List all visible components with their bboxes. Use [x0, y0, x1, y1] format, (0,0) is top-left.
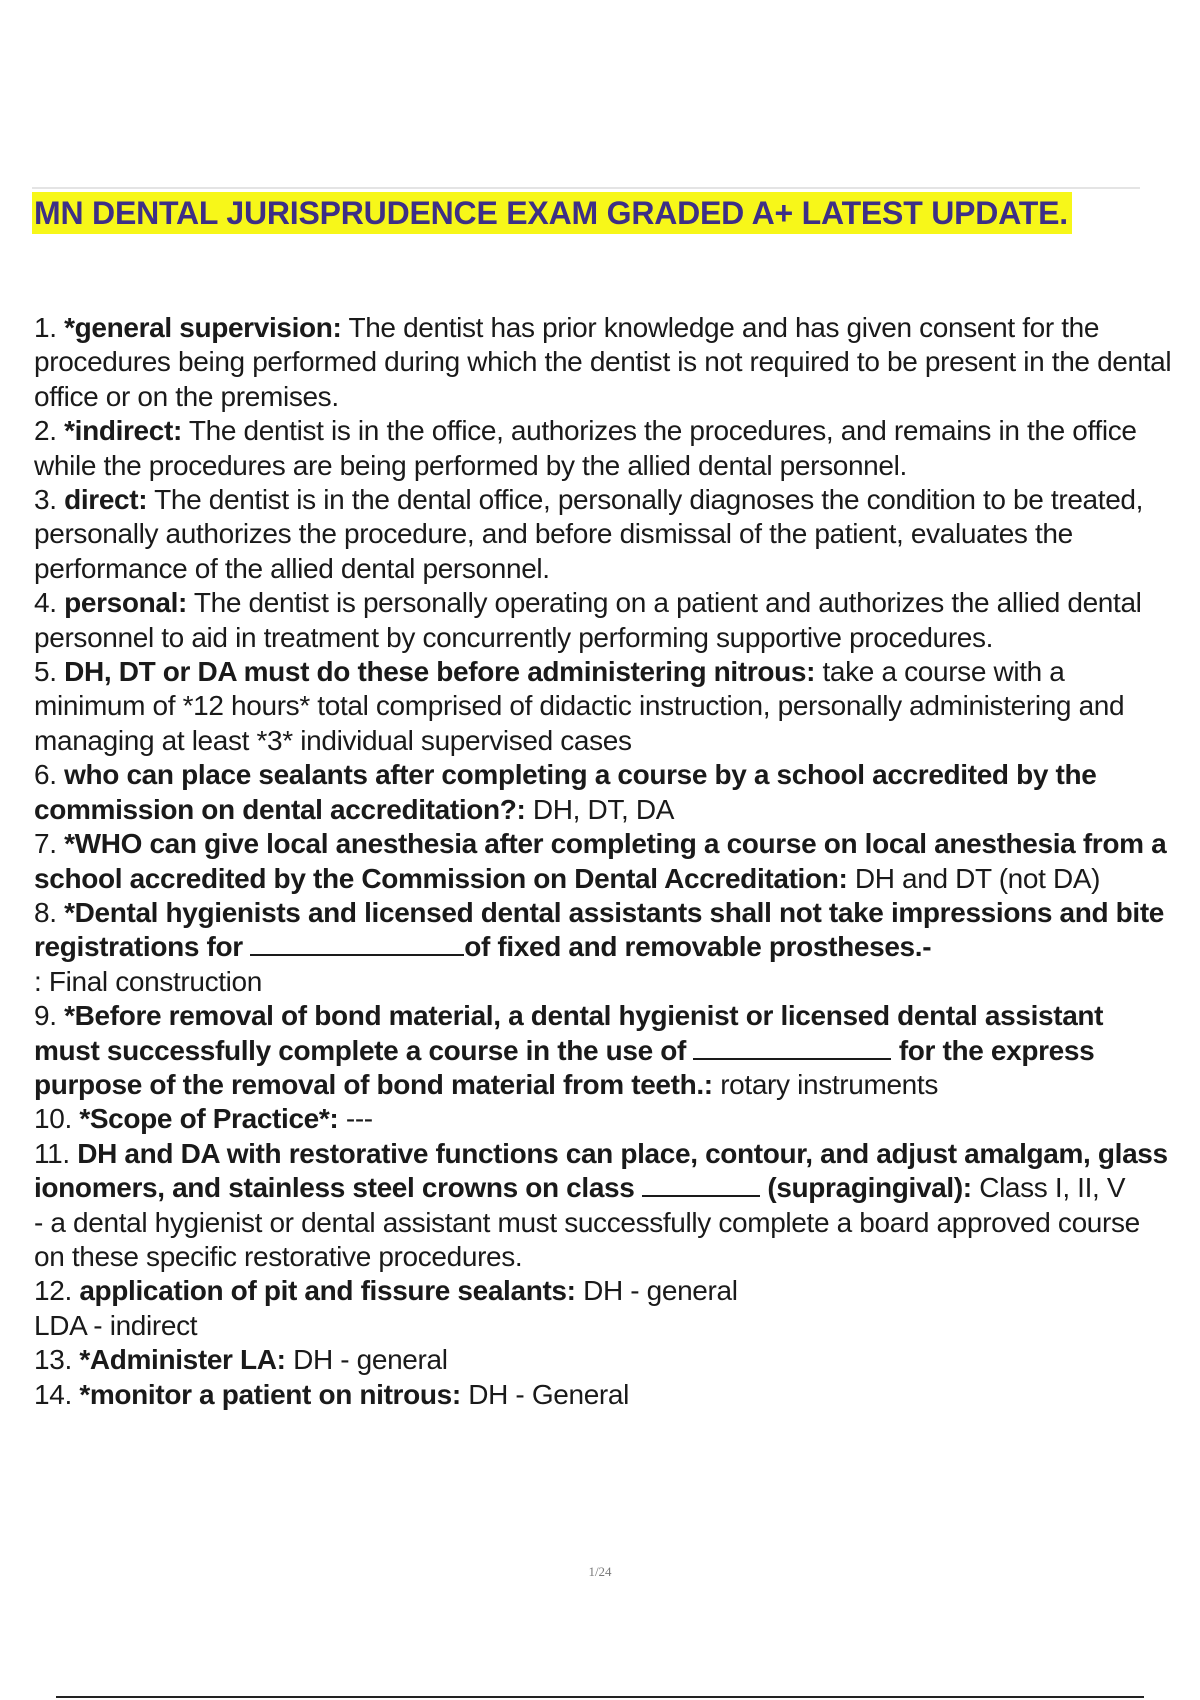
item-answer: DH - General: [460, 1378, 629, 1410]
item-term: DH, DT or DA must do these before administering nitrous:: [64, 656, 816, 688]
item-answer: : Final construction: [34, 965, 262, 997]
item-term-before: *Before removal of bond material, a dental hygienist or licensed dental assistant must successfully complete a course in the use of: [34, 1000, 1104, 1066]
item-term-before: *Dental hygienists and licensed dental assistants shall not take impressions and bite registrations for: [34, 896, 1165, 963]
item-answer: ---: [338, 1103, 373, 1135]
list-item: [34, 655, 1174, 758]
item-term-after: for the express purpose of the removal of bond material from teeth.:: [34, 1034, 1095, 1100]
list-item: [34, 586, 1174, 655]
list-item: [34, 827, 1174, 896]
list-item: [34, 414, 1174, 483]
item-number: 10.: [34, 1103, 72, 1135]
item-number: 7.: [34, 828, 57, 860]
title-block: [32, 192, 1072, 234]
list-item: [34, 1274, 1174, 1343]
item-term: *Administer LA:: [79, 1344, 286, 1376]
list-item: [34, 1378, 1174, 1412]
fill-in-blank: [642, 1171, 760, 1197]
item-number: 3.: [34, 484, 57, 516]
flashcard-list: [34, 311, 1174, 1412]
item-term: [34, 897, 1164, 962]
item-number: 8.: [34, 896, 57, 928]
item-term-after: of fixed and removable prostheses.-: [464, 931, 932, 963]
item-number: 11.: [34, 1137, 70, 1169]
item-term: personal:: [64, 587, 187, 619]
item-answer: take a course with a minimum of *12 hours* total comprised of didactic instruction, personally administering and managing at least *3* individual supervised cases: [34, 656, 1125, 756]
list-item: [34, 1137, 1174, 1275]
item-term: *indirect:: [64, 415, 182, 447]
item-term: application of pit and fissure sealants:: [79, 1275, 576, 1307]
item-answer: Class I, II, V: [971, 1172, 1126, 1204]
list-item: [34, 311, 1174, 414]
item-number: 13.: [34, 1344, 72, 1376]
item-note: - a dental hygienist or dental assistant must successfully complete a board approved course on these specific restorative procedures.: [34, 1206, 1140, 1272]
item-answer: The dentist is in the dental office, personally diagnoses the condition to be treated, personally authorizes the procedure, and before dismissal of the patient, evaluates the performance of the allied dental personnel.: [34, 484, 1144, 584]
item-term: [34, 1000, 1103, 1100]
item-number: 14.: [34, 1378, 72, 1410]
list-item: [34, 896, 1174, 999]
item-number: 9.: [34, 1000, 57, 1032]
fill-in-blank: [693, 1034, 891, 1060]
item-number: 1.: [34, 312, 57, 343]
item-number: 6.: [34, 759, 57, 791]
item-number: 2.: [34, 415, 57, 447]
item-answer: DH and DT (not DA): [847, 862, 1101, 894]
list-item: [34, 1102, 1174, 1136]
document-title: MN DENTAL JURISPRUDENCE EXAM GRADED A+ LATEST UPDATE.: [32, 192, 1072, 234]
item-term: *Scope of Practice*:: [79, 1103, 339, 1135]
item-answer: DH, DT, DA: [525, 793, 675, 825]
item-number: 12.: [34, 1275, 72, 1307]
item-term: *monitor a patient on nitrous:: [79, 1378, 461, 1410]
fill-in-blank: [250, 930, 464, 956]
item-answer: The dentist is in the office, authorizes the procedures, and remains in the office while the procedures are being performed by the allied dental personnel.: [34, 415, 1137, 481]
list-item: [34, 758, 1174, 827]
list-item: [34, 999, 1174, 1102]
item-answer: DH - general: [575, 1275, 738, 1307]
item-number: 5.: [34, 656, 57, 688]
item-term: direct:: [64, 484, 148, 516]
bottom-divider: [56, 1696, 1144, 1698]
item-term: *general supervision:: [64, 312, 342, 343]
item-term: *WHO can give local anesthesia after completing a course on local anesthesia from a school accredited by the Commission on Dental Accreditation:: [34, 828, 1167, 894]
list-item: [34, 1343, 1174, 1377]
item-answer: DH - general: [285, 1344, 448, 1376]
item-term-before: DH and DA with restorative functions can place, contour, and adjust amalgam, glass ionomers, and stainless steel crowns on class: [34, 1137, 1168, 1204]
top-divider: [32, 187, 1140, 189]
page-number: 1/24: [588, 1564, 612, 1579]
item-note: LDA - indirect: [34, 1309, 198, 1341]
list-item: [34, 483, 1174, 586]
item-answer: The dentist has prior knowledge and has given consent for the procedures being performed during which the dentist is not required to be present in the dental office or on the premises.: [34, 312, 1172, 412]
item-number: 4.: [34, 587, 57, 619]
item-answer: rotary instruments: [712, 1068, 938, 1100]
item-term-after: (supragingival):: [759, 1172, 972, 1204]
item-answer: The dentist is personally operating on a patient and authorizes the allied dental personnel to aid in treatment by concurrently performing supportive procedures.: [34, 587, 1142, 653]
item-term: who can place sealants after completing a course by a school accredited by the commission on dental accreditation?:: [34, 759, 1097, 825]
